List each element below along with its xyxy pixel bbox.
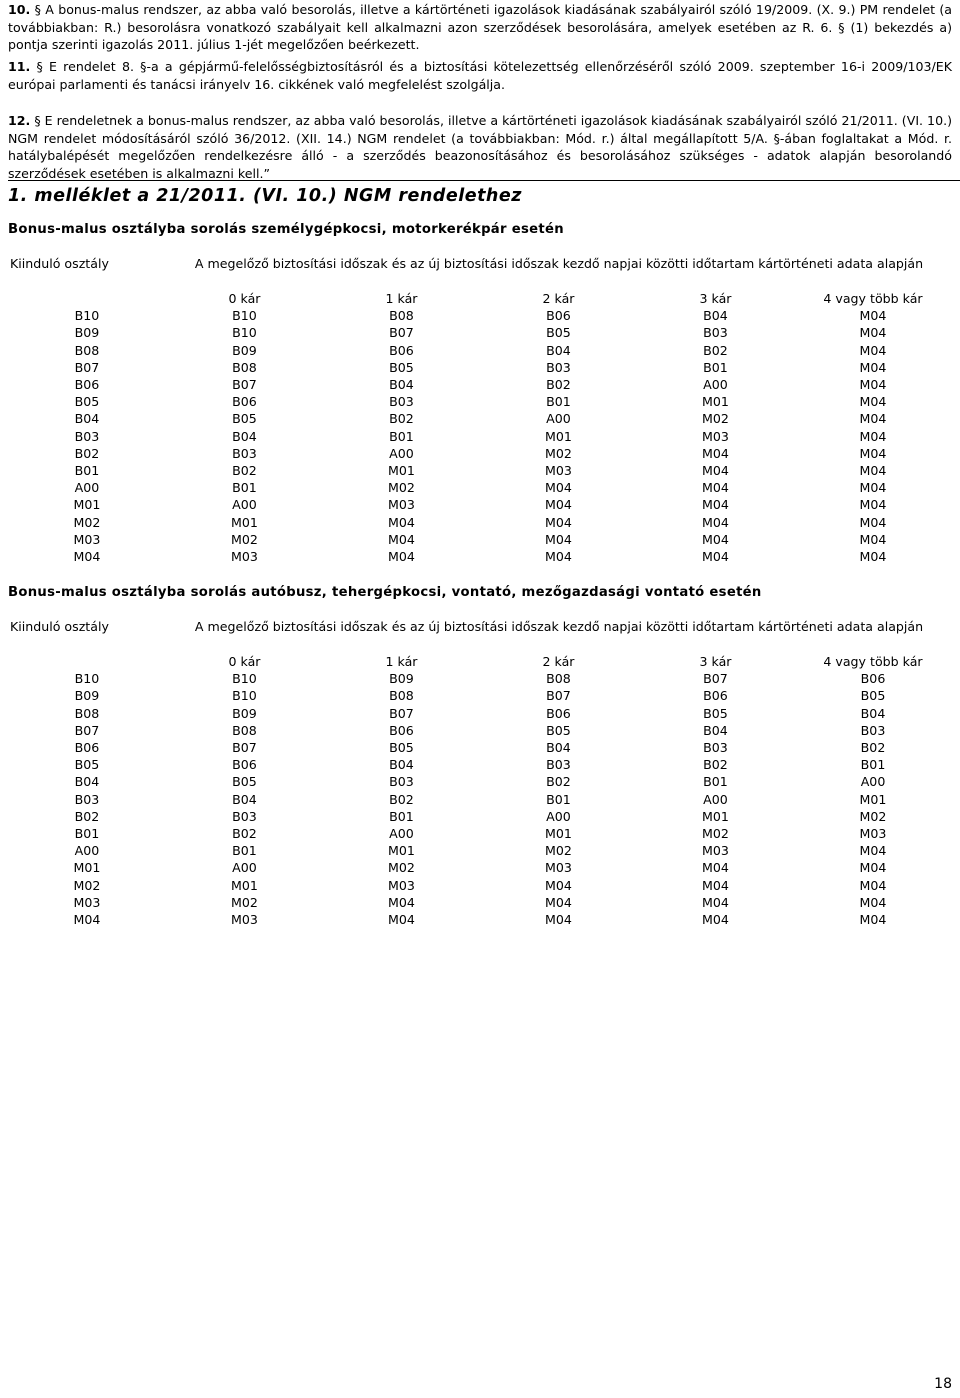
result-class-cell: M04 xyxy=(545,912,572,928)
result-class-cell: M03 xyxy=(231,549,258,565)
sub-header-cell: 4 vagy több kár xyxy=(823,291,923,306)
table1-subtitle: Bonus-malus osztályba sorolás személygépkocsi, motorkerékpár esetén xyxy=(8,222,564,237)
result-class-cell: M02 xyxy=(545,843,572,859)
sub-header-cell: 0 kár xyxy=(228,291,261,306)
table-row xyxy=(8,496,952,513)
result-class-cell: B06 xyxy=(389,342,414,358)
start-class-cell: B02 xyxy=(74,808,100,824)
table-row xyxy=(8,791,952,808)
result-class-cell: M04 xyxy=(702,480,729,496)
sub-header-cell: 3 kár xyxy=(699,654,732,669)
result-class-cell: M04 xyxy=(859,359,887,375)
result-class-cell: B02 xyxy=(232,826,257,842)
start-class-cell: A00 xyxy=(74,843,100,859)
result-class-cell: M02 xyxy=(859,808,887,824)
result-class-cell: B09 xyxy=(389,671,414,687)
result-class-cell: B03 xyxy=(232,808,257,824)
result-class-cell: M01 xyxy=(388,843,415,859)
table-row xyxy=(8,859,952,876)
result-class-cell: B06 xyxy=(232,394,257,410)
column-header-start-class: Kiinduló osztály xyxy=(10,256,109,271)
result-class-cell: A00 xyxy=(232,497,257,513)
paragraph-10 xyxy=(8,1,952,54)
start-class-cell: B05 xyxy=(74,394,100,410)
result-class-cell: M04 xyxy=(545,531,572,547)
start-class-cell: B07 xyxy=(74,722,100,738)
result-class-cell: B04 xyxy=(546,342,571,358)
result-class-cell: M02 xyxy=(702,411,729,427)
result-class-cell: M04 xyxy=(545,877,572,893)
result-class-cell: M04 xyxy=(859,860,887,876)
paragraph-number: 11. xyxy=(8,59,31,74)
result-class-cell: M04 xyxy=(702,877,729,893)
paragraph-11 xyxy=(8,58,952,93)
result-class-cell: B10 xyxy=(232,325,257,341)
result-class-cell: B04 xyxy=(860,705,886,721)
table-row xyxy=(8,705,952,722)
result-class-cell: M01 xyxy=(702,808,729,824)
result-class-cell: M02 xyxy=(231,894,258,910)
result-class-cell: A00 xyxy=(546,808,571,824)
start-class-cell: B09 xyxy=(74,688,100,704)
result-class-cell: B05 xyxy=(546,722,571,738)
table-row xyxy=(8,324,952,341)
result-class-cell: M04 xyxy=(702,497,729,513)
result-class-cell: B03 xyxy=(703,740,728,756)
result-class-cell: M02 xyxy=(231,531,258,547)
result-class-cell: M01 xyxy=(702,394,729,410)
result-class-cell: B01 xyxy=(232,480,257,496)
start-class-cell: B01 xyxy=(74,463,100,479)
result-class-cell: B07 xyxy=(389,325,414,341)
result-class-cell: B09 xyxy=(232,705,257,721)
result-class-cell: B01 xyxy=(546,791,571,807)
result-class-cell: B03 xyxy=(860,722,886,738)
result-class-cell: M04 xyxy=(702,912,729,928)
bonus-malus-table-trucks xyxy=(8,618,952,928)
result-class-cell: B04 xyxy=(546,740,571,756)
table-row xyxy=(8,911,952,928)
result-class-cell: M04 xyxy=(859,912,887,928)
result-class-cell: B01 xyxy=(860,757,886,773)
result-class-cell: M03 xyxy=(545,860,572,876)
start-class-cell: B03 xyxy=(74,791,100,807)
result-class-cell: B06 xyxy=(703,688,728,704)
sub-header-cell: 1 kár xyxy=(385,291,418,306)
paragraph-text: § A bonus-malus rendszer, az abba való besorolás, illetve a kártörténeti igazolások kiadásának szabályairól szóló 19/2009. (X. 9.) PM rendelet (a továbbiakban: R.) besorolásra vonatkozó szabályait kell alkalmazni azon szerződések besorolására, amelyek esetében az R. 6. § (1) bekezdés a) pontja szerinti igazolás 2011. július 1-jét megelőzően beérkezett. xyxy=(8,2,952,52)
sub-header-cell: 2 kár xyxy=(542,654,575,669)
table-row xyxy=(8,445,952,462)
result-class-cell: B02 xyxy=(389,411,414,427)
result-class-cell: B04 xyxy=(232,791,257,807)
result-class-cell: B04 xyxy=(703,308,728,324)
result-class-cell: B08 xyxy=(232,722,257,738)
bonus-malus-table-cars xyxy=(8,255,952,565)
start-class-cell: M01 xyxy=(73,497,101,513)
result-class-cell: B03 xyxy=(703,325,728,341)
start-class-cell: B06 xyxy=(74,740,100,756)
result-class-cell: A00 xyxy=(232,860,257,876)
table-body xyxy=(8,670,952,928)
sub-header-cell: 3 kár xyxy=(699,291,732,306)
result-class-cell: B01 xyxy=(232,843,257,859)
result-class-cell: M01 xyxy=(231,877,258,893)
table-row xyxy=(8,548,952,565)
result-class-cell: M04 xyxy=(859,514,887,530)
start-class-cell: B05 xyxy=(74,757,100,773)
result-class-cell: B06 xyxy=(546,705,571,721)
result-class-cell: M04 xyxy=(545,514,572,530)
section-divider xyxy=(8,180,960,181)
table2-subtitle: Bonus-malus osztályba sorolás autóbusz, tehergépkocsi, vontató, mezőgazdasági vontató esetén xyxy=(8,585,762,600)
result-class-cell: B03 xyxy=(389,774,414,790)
start-class-cell: B08 xyxy=(74,342,100,358)
result-class-cell: B05 xyxy=(860,688,886,704)
result-class-cell: M03 xyxy=(859,826,887,842)
result-class-cell: M04 xyxy=(702,445,729,461)
result-class-cell: A00 xyxy=(703,377,728,393)
column-header-start-class: Kiinduló osztály xyxy=(10,619,109,634)
result-class-cell: M01 xyxy=(545,826,572,842)
start-class-cell: M01 xyxy=(73,860,101,876)
result-class-cell: M02 xyxy=(702,826,729,842)
table-row xyxy=(8,376,952,393)
table-row xyxy=(8,307,952,324)
result-class-cell: B08 xyxy=(546,671,571,687)
table-row xyxy=(8,739,952,756)
result-class-cell: M04 xyxy=(545,549,572,565)
table-row xyxy=(8,359,952,376)
result-class-cell: B02 xyxy=(703,757,728,773)
table-row xyxy=(8,825,952,842)
result-class-cell: A00 xyxy=(546,411,571,427)
result-class-cell: M04 xyxy=(388,549,415,565)
result-class-cell: B06 xyxy=(860,671,886,687)
result-class-cell: M04 xyxy=(702,860,729,876)
result-class-cell: B08 xyxy=(389,308,414,324)
result-class-cell: M04 xyxy=(545,480,572,496)
result-class-cell: M04 xyxy=(859,411,887,427)
result-class-cell: M04 xyxy=(388,894,415,910)
table-row xyxy=(8,342,952,359)
result-class-cell: M01 xyxy=(388,463,415,479)
result-class-cell: M04 xyxy=(859,497,887,513)
column-header-claims: A megelőző biztosítási időszak és az új biztosítási időszak kezdő napjai közötti időtartam kártörténeti adata alapján xyxy=(194,619,924,634)
result-class-cell: B03 xyxy=(389,394,414,410)
result-class-cell: B01 xyxy=(389,428,414,444)
result-class-cell: M03 xyxy=(702,843,729,859)
result-class-cell: M04 xyxy=(545,497,572,513)
result-class-cell: B01 xyxy=(546,394,571,410)
result-class-cell: M03 xyxy=(702,428,729,444)
table-row xyxy=(8,428,952,445)
result-class-cell: A00 xyxy=(703,791,728,807)
result-class-cell: M04 xyxy=(702,531,729,547)
table-row xyxy=(8,877,952,894)
result-class-cell: M04 xyxy=(859,445,887,461)
sub-header-cell: 2 kár xyxy=(542,291,575,306)
start-class-cell: M02 xyxy=(73,514,101,530)
result-class-cell: A00 xyxy=(860,774,886,790)
start-class-cell: B09 xyxy=(74,325,100,341)
result-class-cell: B07 xyxy=(232,740,257,756)
result-class-cell: A00 xyxy=(389,826,414,842)
result-class-cell: B07 xyxy=(232,377,257,393)
start-class-cell: B04 xyxy=(74,774,100,790)
table-row xyxy=(8,670,952,687)
result-class-cell: M03 xyxy=(545,463,572,479)
result-class-cell: M04 xyxy=(859,342,887,358)
result-class-cell: M04 xyxy=(859,531,887,547)
result-class-cell: M04 xyxy=(702,894,729,910)
result-class-cell: M04 xyxy=(859,308,887,324)
start-class-cell: A00 xyxy=(74,480,100,496)
result-class-cell: M04 xyxy=(702,549,729,565)
table-row xyxy=(8,462,952,479)
start-class-cell: B02 xyxy=(74,445,100,461)
sub-header-cell: 1 kár xyxy=(385,654,418,669)
paragraph-number: 12. xyxy=(8,113,31,128)
table-row xyxy=(8,531,952,548)
table-row xyxy=(8,773,952,790)
result-class-cell: B06 xyxy=(232,757,257,773)
result-class-cell: B05 xyxy=(232,774,257,790)
result-class-cell: M04 xyxy=(859,428,887,444)
sub-header-cell: 4 vagy több kár xyxy=(823,654,923,669)
result-class-cell: M04 xyxy=(702,514,729,530)
start-class-cell: M03 xyxy=(73,531,101,547)
result-class-cell: B08 xyxy=(232,359,257,375)
result-class-cell: B09 xyxy=(232,342,257,358)
table-row xyxy=(8,894,952,911)
result-class-cell: B02 xyxy=(389,791,414,807)
start-class-cell: B06 xyxy=(74,377,100,393)
start-class-cell: B08 xyxy=(74,705,100,721)
result-class-cell: M04 xyxy=(388,531,415,547)
table-row xyxy=(8,687,952,704)
result-class-cell: B03 xyxy=(546,757,571,773)
result-class-cell: B06 xyxy=(389,722,414,738)
result-class-cell: M04 xyxy=(859,325,887,341)
result-class-cell: B05 xyxy=(389,359,414,375)
table-body xyxy=(8,307,952,565)
table-row xyxy=(8,842,952,859)
start-class-cell: M04 xyxy=(73,549,101,565)
result-class-cell: B02 xyxy=(232,463,257,479)
result-class-cell: B05 xyxy=(232,411,257,427)
result-class-cell: M04 xyxy=(388,912,415,928)
result-class-cell: M04 xyxy=(859,549,887,565)
result-class-cell: B03 xyxy=(232,445,257,461)
table-row xyxy=(8,514,952,531)
result-class-cell: B05 xyxy=(546,325,571,341)
table-row xyxy=(8,393,952,410)
result-class-cell: M04 xyxy=(859,480,887,496)
start-class-cell: B10 xyxy=(74,308,100,324)
result-class-cell: M04 xyxy=(859,894,887,910)
result-class-cell: B01 xyxy=(703,359,728,375)
result-class-cell: M01 xyxy=(231,514,258,530)
paragraph-text: § E rendelet 8. §-a a gépjármű-felelősségbiztosításról és a biztosítási kötelezettség ellenőrzéséről szóló 2009. szeptember 16-i 2009/103/EK európai parlamenti és tanácsi irányelv 16. cikkének való megfelelést szolgálja. xyxy=(8,59,952,92)
result-class-cell: B02 xyxy=(546,774,571,790)
annex-title: 1. melléklet a 21/2011. (VI. 10.) NGM rendelethez xyxy=(8,186,522,206)
result-class-cell: M04 xyxy=(702,463,729,479)
result-class-cell: M04 xyxy=(859,394,887,410)
result-class-cell: B07 xyxy=(703,671,728,687)
result-class-cell: A00 xyxy=(389,445,414,461)
result-class-cell: M01 xyxy=(545,428,572,444)
result-class-cell: M04 xyxy=(859,877,887,893)
result-class-cell: M03 xyxy=(388,877,415,893)
result-class-cell: B06 xyxy=(546,308,571,324)
start-class-cell: M02 xyxy=(73,877,101,893)
start-class-cell: M03 xyxy=(73,894,101,910)
table-row xyxy=(8,808,952,825)
start-class-cell: B10 xyxy=(74,671,100,687)
result-class-cell: M04 xyxy=(859,463,887,479)
result-class-cell: B10 xyxy=(232,671,257,687)
result-class-cell: B02 xyxy=(546,377,571,393)
start-class-cell: B01 xyxy=(74,826,100,842)
result-class-cell: B04 xyxy=(389,377,414,393)
start-class-cell: B04 xyxy=(74,411,100,427)
result-class-cell: M02 xyxy=(545,445,572,461)
result-class-cell: B03 xyxy=(546,359,571,375)
result-class-cell: M04 xyxy=(859,377,887,393)
sub-header-cell: 0 kár xyxy=(228,654,261,669)
result-class-cell: B07 xyxy=(546,688,571,704)
table-row xyxy=(8,479,952,496)
paragraph-12 xyxy=(8,112,952,182)
result-class-cell: M01 xyxy=(859,791,887,807)
result-class-cell: B04 xyxy=(703,722,728,738)
result-class-cell: B05 xyxy=(389,740,414,756)
result-class-cell: B10 xyxy=(232,688,257,704)
start-class-cell: B07 xyxy=(74,359,100,375)
result-class-cell: M04 xyxy=(388,514,415,530)
result-class-cell: B04 xyxy=(232,428,257,444)
result-class-cell: B10 xyxy=(232,308,257,324)
start-class-cell: B03 xyxy=(74,428,100,444)
result-class-cell: B02 xyxy=(860,740,886,756)
result-class-cell: M02 xyxy=(388,860,415,876)
result-class-cell: B01 xyxy=(703,774,728,790)
result-class-cell: M03 xyxy=(388,497,415,513)
result-class-cell: M03 xyxy=(231,912,258,928)
result-class-cell: M02 xyxy=(388,480,415,496)
start-class-cell: M04 xyxy=(73,912,101,928)
result-class-cell: B07 xyxy=(389,705,414,721)
result-class-cell: B04 xyxy=(389,757,414,773)
result-class-cell: B02 xyxy=(703,342,728,358)
result-class-cell: M04 xyxy=(545,894,572,910)
table-row xyxy=(8,756,952,773)
paragraph-text: § E rendeletnek a bonus-malus rendszer, az abba való besorolás, illetve a kártörténeti igazolások kiadásának szabályairól szóló 21/2011. (VI. 10.) NGM rendelet módosításáról szóló 36/2012. (XII. 14.) NGM rendelet (a továbbiakban: Mód. r.) által megállapított 5/A. §-ában foglaltakat a Mód. r. hatálybalépését megelőzően rendelkezésre álló - a szerződés beazonosításához és besorolásához szükséges - adatok alapján besorolandó szerződések esetében is alkalmazni kell.” xyxy=(8,113,952,181)
column-header-claims: A megelőző biztosítási időszak és az új biztosítási időszak kezdő napjai közötti időtartam kártörténeti adata alapján xyxy=(194,256,924,271)
page-number: 18 xyxy=(934,1376,952,1392)
paragraph-number: 10. xyxy=(8,2,31,17)
result-class-cell: M04 xyxy=(859,843,887,859)
result-class-cell: B05 xyxy=(703,705,728,721)
result-class-cell: B01 xyxy=(389,808,414,824)
result-class-cell: B08 xyxy=(389,688,414,704)
table-row xyxy=(8,410,952,427)
table-row xyxy=(8,722,952,739)
